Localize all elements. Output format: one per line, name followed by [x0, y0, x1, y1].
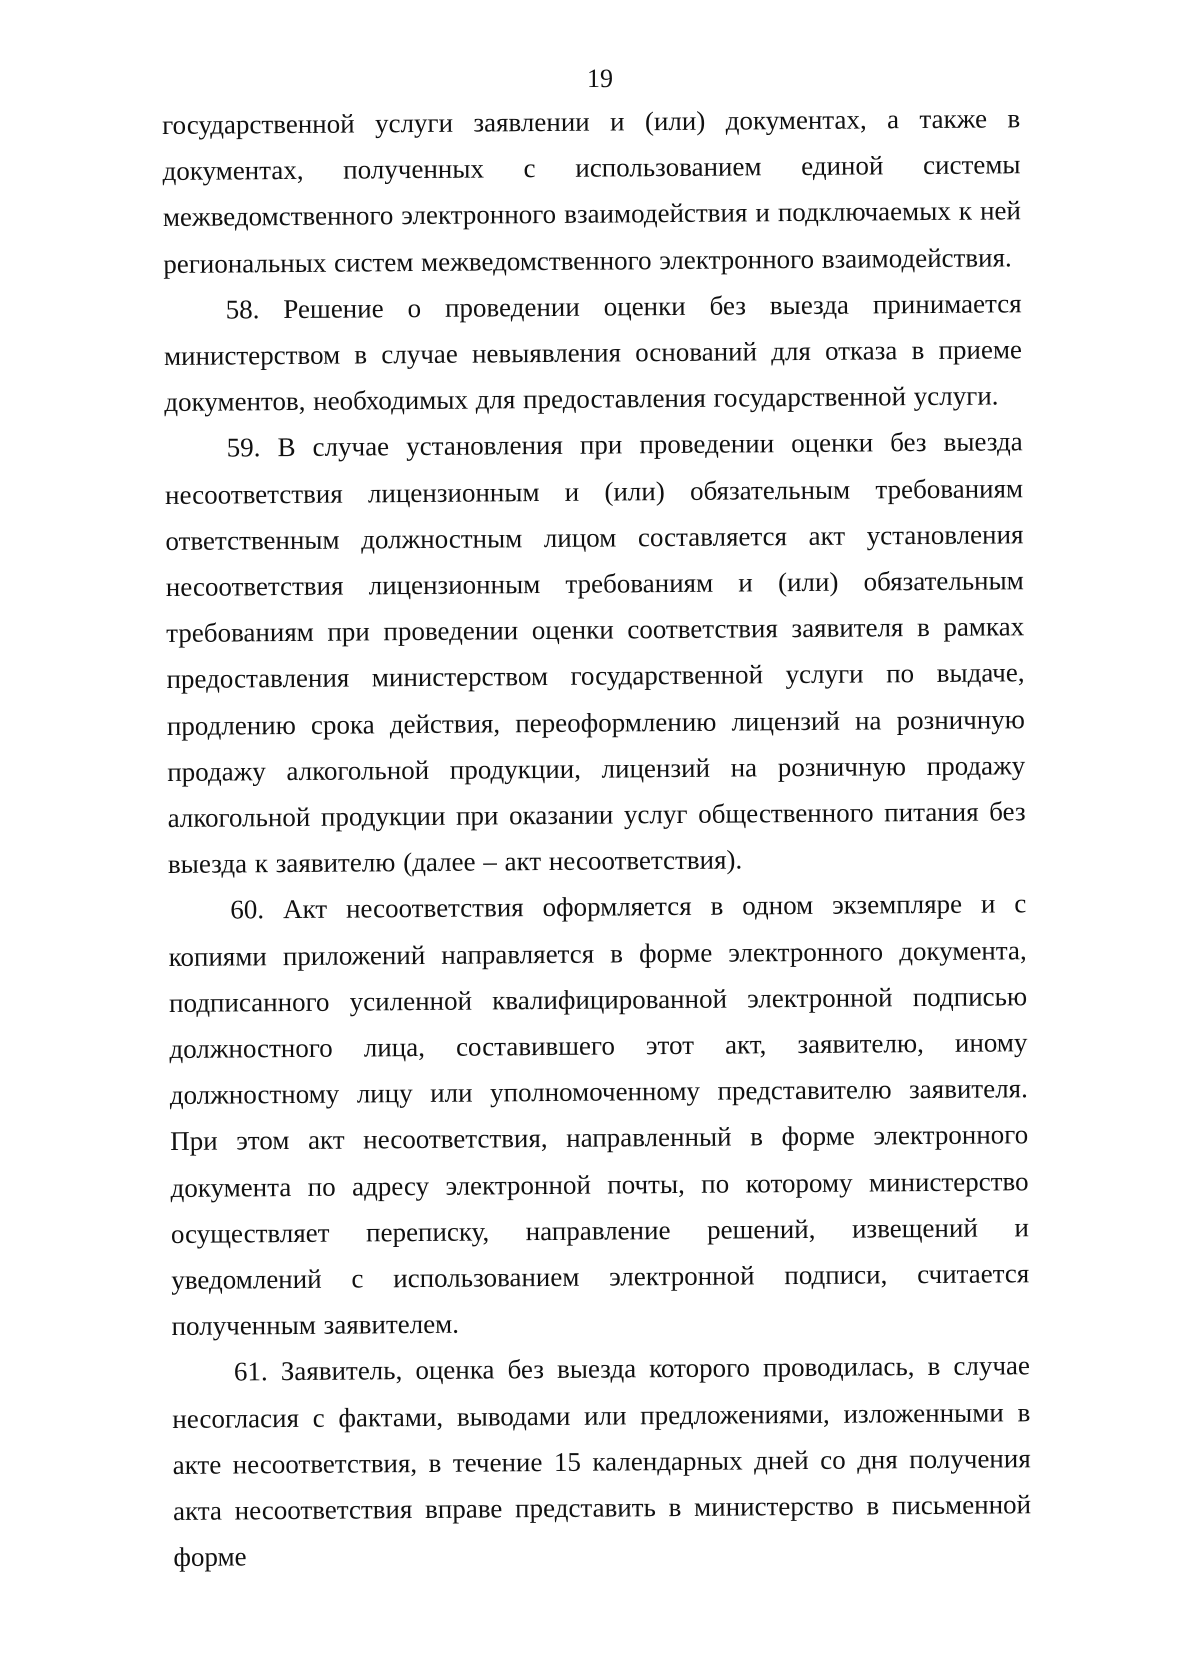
- paragraph-61: 61. Заявитель, оценка без выезда которого проводилась, в случае несогласия с фактами, выводами или предложениями, изложенными в акте несоответствия, в течение 15 календарных дней со дня получения акта несоответствия вправе представить в министерство в письменной форме: [172, 1350, 1032, 1573]
- paragraph-60: 60. Акт несоответствия оформляется в одном экземпляре и с копиями приложений направляется в форме электронного документа, подписанного усиленной квалифицированной электронной подписью должностного лица, составившего этот акт, заявителю, иному должностному лицу или уполномоченному представителю заявителя. При этом акт несоответствия, направленный в форме электронного документа по адресу электронной почты, по которому министерство осуществляет переписку, направление решений, извещений и уведомлений с использованием электронной подписи, считается полученным заявителем.: [168, 888, 1030, 1342]
- page-number: 19: [587, 64, 613, 93]
- paragraph-58: 58. Решение о проведении оценки без выезда принимается министерством в случае невыявления оснований для отказа в приеме документов, необходимых для предоставления государственной услуги.: [163, 288, 1023, 418]
- paragraph-59: 59. В случае установления при проведении оценки без выезда несоответствия лицензионным и (или) обязательным требованиям ответственным должностным лицом составляется акт установления несоответствия лицензионным требованиям и (или) обязательным требованиям при проведении оценки соответствия заявителя в рамках предоставления министерством государственной услуги по выдаче, продлению срока действия, переоформлению лицензий на розничную продажу алкогольной продукции, лицензий на розничную продажу алкогольной продукции при оказании услуг общественного питания без выезда к заявителю (далее – акт несоответствия).: [164, 426, 1026, 880]
- document-body: [162, 95, 1032, 1580]
- paragraph-continuation: государственной услуги заявлении и (или) документах, а также в документах, полученных с использованием единой системы межведомственного электронного взаимодействия и подключаемых к ней региональных систем межведомственного электронного взаимодействия.: [162, 103, 1021, 279]
